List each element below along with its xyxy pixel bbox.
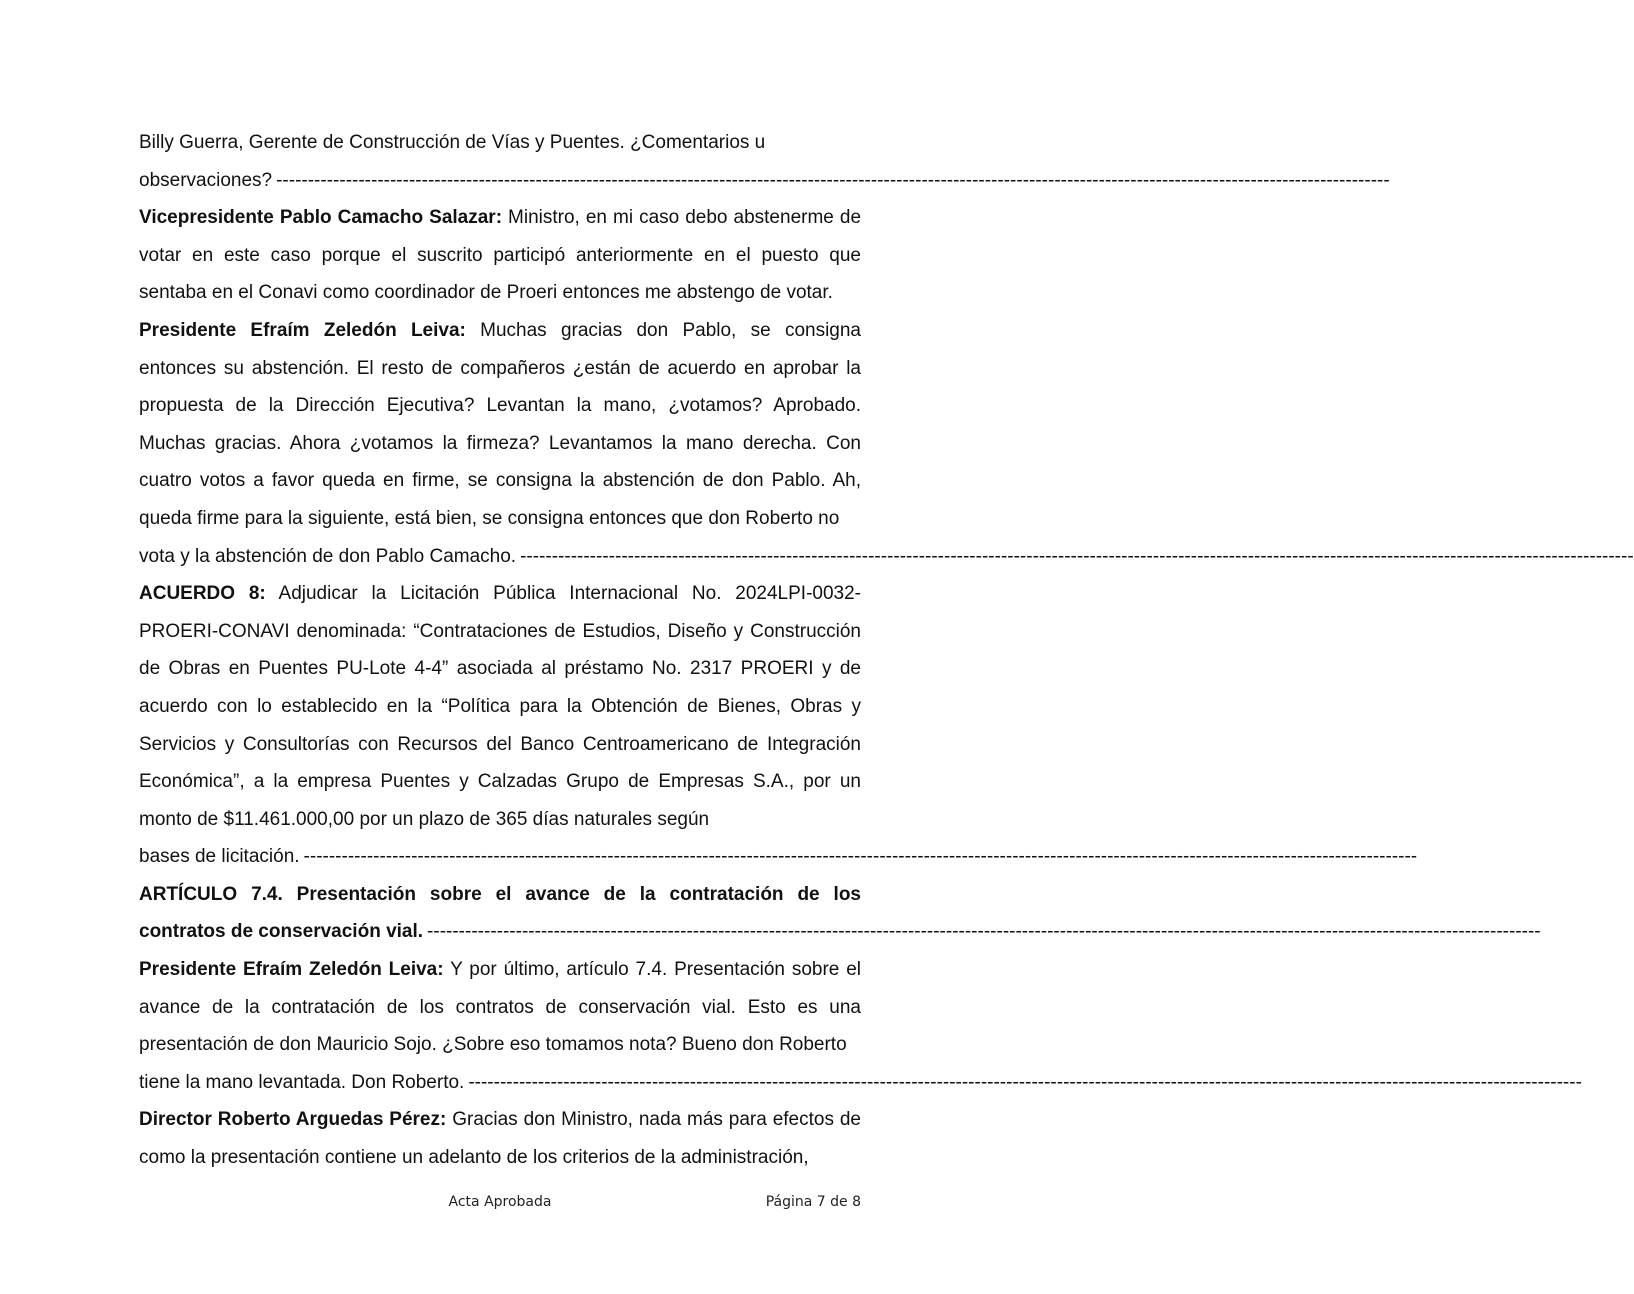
speaker-name: Vicepresidente Pablo Camacho Salazar: bbox=[139, 207, 503, 229]
paragraph-text: Ministro, en mi caso debo abstenerme de votar en este caso porque el suscrito participó anteriormente en el puesto que sentaba en el Conavi como coordinador de Proeri entonces me abstengo de votar. bbox=[139, 207, 862, 304]
article-heading-line-2 bbox=[139, 913, 1541, 951]
dash-filler: -------------------------------------------------------------------------------------------------------------------------------------------------------------------------------- bbox=[427, 921, 1541, 943]
paragraph-text: bases de licitación. bbox=[139, 846, 300, 868]
dash-filler: -------------------------------------------------------------------------------------------------------------------------------------------------------------------------------- bbox=[276, 169, 1390, 191]
dash-filler: -------------------------------------------------------------------------------------------------------------------------------------------------------------------------------- bbox=[303, 846, 1418, 868]
paragraph-line-observaciones bbox=[139, 162, 1390, 200]
paragraph-director bbox=[139, 1101, 861, 1176]
footer-page-number: Página 7 de 8 bbox=[765, 1194, 861, 1210]
paragraph-text: Gracias don Ministro, nada más para efectos de como la presentación contiene un adelanto de los criterios de la administración, bbox=[139, 1109, 861, 1169]
paragraph-text: tiene la mano levantada. Don Roberto. bbox=[139, 1071, 465, 1093]
paragraph-billy-guerra bbox=[139, 124, 861, 162]
article-heading bbox=[139, 876, 861, 914]
paragraph-line-bases bbox=[139, 838, 1418, 876]
speaker-name: Presidente Efraím Zeledón Leiva: bbox=[139, 959, 444, 981]
document-body bbox=[139, 124, 1634, 1177]
paragraph-vicepresidente bbox=[139, 199, 861, 312]
paragraph-text: Y por último, artículo 7.4. Presentación sobre el avance de la contratación de los contratos de conservación vial. Esto es una presentación de don Mauricio Sojo. ¿Sobre eso tomamos nota? Bueno don Roberto bbox=[139, 959, 862, 1056]
paragraph-text: Muchas gracias don Pablo, se consigna entonces su abstención. El resto de compañeros ¿están de acuerdo en aprobar la propuesta de la Dirección Ejecutiva? Levantan la mano, ¿votamos? Aprobado. Muchas gracias. Ahora ¿votamos la firmeza? Levantamos la mano derecha. Con cuatro votos a favor queda en firme, se consigna la abstención de don Pablo. Ah, queda firme para la siguiente, está bien, se consigna entonces que don Roberto no bbox=[139, 319, 862, 529]
page-footer bbox=[139, 1194, 861, 1216]
dash-filler: -------------------------------------------------------------------------------------------------------------------------------------------------------------------------------- bbox=[468, 1071, 1582, 1093]
speaker-name: Director Roberto Arguedas Pérez: bbox=[139, 1109, 447, 1131]
article-heading-text: contratos de conservación vial. bbox=[139, 921, 424, 943]
paragraph-presidente-2 bbox=[139, 951, 861, 1064]
paragraph-line-vota bbox=[139, 538, 1634, 576]
paragraph-text: observaciones? bbox=[139, 169, 273, 191]
paragraph-line-mano bbox=[139, 1064, 1582, 1102]
footer-status: Acta Aprobada bbox=[448, 1194, 552, 1210]
paragraph-presidente-1 bbox=[139, 312, 861, 538]
paragraph-text: Adjudicar la Licitación Pública Internacional No. 2024LPI-0032-PROERI-CONAVI denominada: “Contrataciones de Estudios, Diseño y Construcción de Obras en Puentes PU-Lote 4-4” asociada al préstamo No. 2317 PROERI y de acuerdo con lo establecido en la “Política para la Obtención de Bienes, Obras y Servicios y Consultorías con Recursos del Banco Centroamericano de Integración Económica”, a la empresa Puentes y Calzadas Grupo de Empresas S.A., por un monto de $11.461.000,00 por un plazo de 365 días naturales según bbox=[139, 583, 861, 830]
agreement-label: ACUERDO 8: bbox=[139, 583, 266, 605]
paragraph-text: Billy Guerra, Gerente de Construcción de Vías y Puentes. ¿Comentarios u bbox=[139, 132, 766, 153]
paragraph-acuerdo-8 bbox=[139, 575, 861, 838]
speaker-name: Presidente Efraím Zeledón Leiva: bbox=[139, 319, 466, 341]
dash-filler: -------------------------------------------------------------------------------------------------------------------------------------------------------------------------------- bbox=[520, 545, 1634, 567]
paragraph-text: vota y la abstención de don Pablo Camacho. bbox=[139, 545, 517, 567]
article-heading-text: ARTÍCULO 7.4. Presentación sobre el avance de la contratación de los bbox=[139, 883, 861, 905]
